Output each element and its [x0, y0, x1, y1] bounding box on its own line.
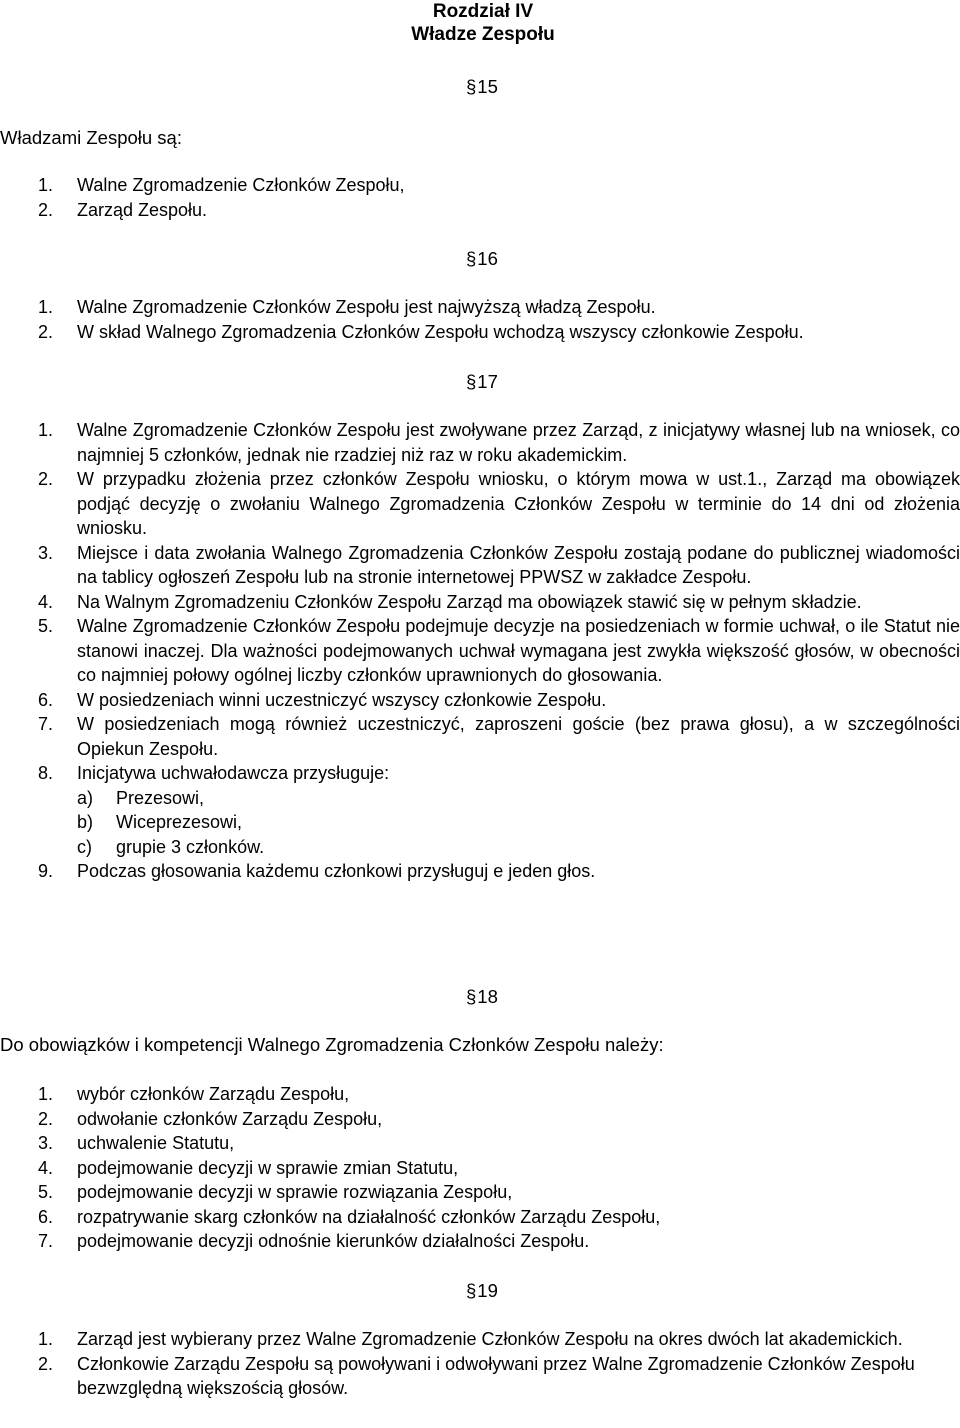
- list-item-text: podejmowanie decyzji odnośnie kierunków działalności Zespołu.: [77, 1231, 590, 1251]
- list-item: [0, 688, 960, 713]
- section-sign-icon: §: [466, 371, 477, 392]
- list-item-text: Walne Zgromadzenie Członków Zespołu jest zwoływane przez Zarząd, z inicjatywy własnej lub na wniosek, co najmniej 5 członków, jednak nie rzadziej niż raz w roku akademickim.: [77, 420, 960, 465]
- section-heading-16: [466, 247, 498, 271]
- list-item-number: 2.: [38, 1108, 54, 1129]
- list-item: [0, 295, 940, 320]
- list-item: [0, 1327, 920, 1352]
- section-heading-17: [466, 370, 498, 394]
- list-item: [0, 198, 900, 223]
- list-item: [0, 467, 960, 541]
- section-number: 16: [477, 248, 498, 269]
- list-item: [0, 761, 960, 859]
- list-item-number: 1.: [38, 175, 54, 195]
- list-item: [0, 1229, 900, 1254]
- list-item-number: 8.: [38, 763, 54, 783]
- list-item-number: 6.: [38, 689, 54, 710]
- list-item: [0, 1156, 900, 1181]
- list-item-number: 5.: [38, 616, 54, 636]
- section-15-list: [0, 173, 900, 222]
- list-item-text: Zarząd jest wybierany przez Walne Zgromadzenie Członków Zespołu na okres dwóch lat akademickich.: [77, 1329, 903, 1349]
- section-heading-15: [466, 75, 498, 99]
- list-item-text: podejmowanie decyzji w sprawie rozwiązania Zespołu,: [77, 1182, 513, 1202]
- list-item-number: 2.: [38, 199, 54, 220]
- section-number: 19: [477, 1280, 498, 1301]
- list-item: [0, 590, 960, 615]
- list-item-number: 1.: [38, 297, 54, 317]
- section-16-list: [0, 295, 940, 344]
- list-item: [0, 1180, 900, 1205]
- section-18-intro: Do obowiązków i kompetencji Walnego Zgromadzenia Członków Zespołu należy:: [0, 1034, 664, 1055]
- sub-list-item-letter: a): [77, 787, 94, 808]
- list-item-text: Podczas głosowania każdemu członkowi przysługuj e jeden głos.: [77, 861, 596, 881]
- list-item-text: W posiedzeniach mogą również uczestniczyć, zaproszeni goście (bez prawa głosu), a w szczególności Opiekun Zespołu.: [77, 714, 960, 759]
- list-item-number: 2.: [38, 1353, 54, 1374]
- list-item-text: Miejsce i data zwołania Walnego Zgromadzenia Członków Zespołu zostają podane do publicznej wiadomości na tablicy ogłoszeń Zespołu lub na stronie internetowej PPWSZ w zakładce Zespołu.: [77, 542, 960, 587]
- list-item: [0, 1107, 900, 1132]
- sub-list-item-text: grupie 3 członków.: [116, 836, 265, 857]
- section-sign-icon: §: [466, 248, 477, 269]
- list-item-text: W przypadku złożenia przez członków Zespołu wniosku, o którym mowa w ust.1., Zarząd ma obowiązek podjąć decyzję o zwołaniu Walnego Zgromadzenia Członków Zespołu w terminie do 14 dni od złożenia wniosku.: [77, 469, 960, 538]
- list-item: [0, 173, 900, 198]
- section-heading-18: [466, 985, 498, 1009]
- list-item: [0, 859, 960, 884]
- section-17-list: [0, 418, 960, 884]
- section-number: 15: [477, 76, 498, 97]
- list-item: [0, 418, 960, 467]
- list-item-number: 6.: [38, 1206, 54, 1227]
- list-item-number: 9.: [38, 861, 54, 881]
- chapter-heading: [0, 0, 960, 46]
- section-sign-icon: §: [466, 1280, 477, 1301]
- list-item-text: Walne Zgromadzenie Członków Zespołu jest najwyższą władzą Zespołu.: [77, 297, 656, 317]
- list-item-number: 5.: [38, 1182, 54, 1202]
- section-19-list: [0, 1327, 920, 1401]
- list-item-text: podejmowanie decyzji w sprawie zmian Statutu,: [77, 1157, 459, 1178]
- list-item-number: 7.: [38, 1231, 54, 1251]
- list-item-number: 1.: [38, 1329, 54, 1349]
- section-heading-19: [466, 1279, 498, 1303]
- list-item: [0, 1131, 900, 1156]
- section-number: 17: [477, 371, 498, 392]
- list-item-text: odwołanie członków Zarządu Zespołu,: [77, 1108, 383, 1129]
- sub-list-item-text: Wiceprezesowi,: [116, 812, 243, 832]
- list-item-text: rozpatrywanie skarg członków na działalność członków Zarządu Zespołu,: [77, 1206, 661, 1227]
- list-item: [0, 712, 960, 761]
- list-item-text: Zarząd Zespołu.: [77, 199, 208, 220]
- list-item-text: Na Walnym Zgromadzeniu Członków Zespołu Zarząd ma obowiązek stawić się w pełnym składzie.: [77, 591, 862, 612]
- list-item-text: Walne Zgromadzenie Członków Zespołu,: [77, 175, 405, 195]
- chapter-title: Rozdział IV: [432, 1, 534, 22]
- sub-list-item: [77, 810, 960, 835]
- sub-list-item: [77, 835, 960, 860]
- list-item-number: 4.: [38, 591, 54, 612]
- list-item-number: 3.: [38, 542, 54, 563]
- sub-list-item-text: Prezesowi,: [116, 787, 205, 808]
- list-item: [0, 1205, 900, 1230]
- list-item-text: uchwalenie Statutu,: [77, 1133, 235, 1153]
- list-item-number: 4.: [38, 1157, 54, 1178]
- section-17-sub-list: [77, 786, 960, 860]
- list-item-number: 3.: [38, 1133, 54, 1153]
- list-item-text: wybór członków Zarządu Zespołu,: [77, 1084, 350, 1104]
- sub-list-item-letter: c): [77, 836, 92, 857]
- section-sign-icon: §: [466, 76, 477, 97]
- list-item: [0, 1352, 920, 1401]
- list-item-number: 1.: [38, 420, 54, 440]
- list-item-number: 2.: [38, 469, 54, 489]
- list-item: [0, 320, 940, 345]
- list-item-number: 7.: [38, 714, 54, 734]
- sub-list-item-letter: b): [77, 812, 94, 832]
- list-item-number: 2.: [38, 321, 54, 342]
- list-item-text: Członkowie Zarządu Zespołu są powoływani i odwoływani przez Walne Zgromadzenie Członków Zespołu bezwzględną większością głosów.: [77, 1353, 915, 1398]
- chapter-subtitle: Władze Zespołu: [411, 24, 555, 45]
- list-item: [0, 614, 960, 688]
- list-item: [0, 1082, 900, 1107]
- list-item-text: W skład Walnego Zgromadzenia Członków Zespołu wchodzą wszyscy członkowie Zespołu.: [77, 321, 804, 342]
- sub-list-item: [77, 786, 960, 811]
- list-item-text: Walne Zgromadzenie Członków Zespołu podejmuje decyzje na posiedzeniach w formie uchwał, o ile Statut nie stanowi inaczej. Dla ważności podejmowanych uchwał wymagana jest zwykła większość głosów, w obecności co najmniej połowy ogólnej liczby członków uprawnionych do głosowania.: [77, 616, 960, 685]
- section-18-list: [0, 1082, 900, 1254]
- section-number: 18: [477, 986, 498, 1007]
- list-item-text: W posiedzeniach winni uczestniczyć wszyscy członkowie Zespołu.: [77, 689, 607, 710]
- list-item-text: Inicjatywa uchwałodawcza przysługuje:: [77, 763, 390, 783]
- list-item-number: 1.: [38, 1084, 54, 1104]
- section-sign-icon: §: [466, 986, 477, 1007]
- section-15-intro: Władzami Zespołu są:: [0, 127, 182, 148]
- list-item: [0, 541, 960, 590]
